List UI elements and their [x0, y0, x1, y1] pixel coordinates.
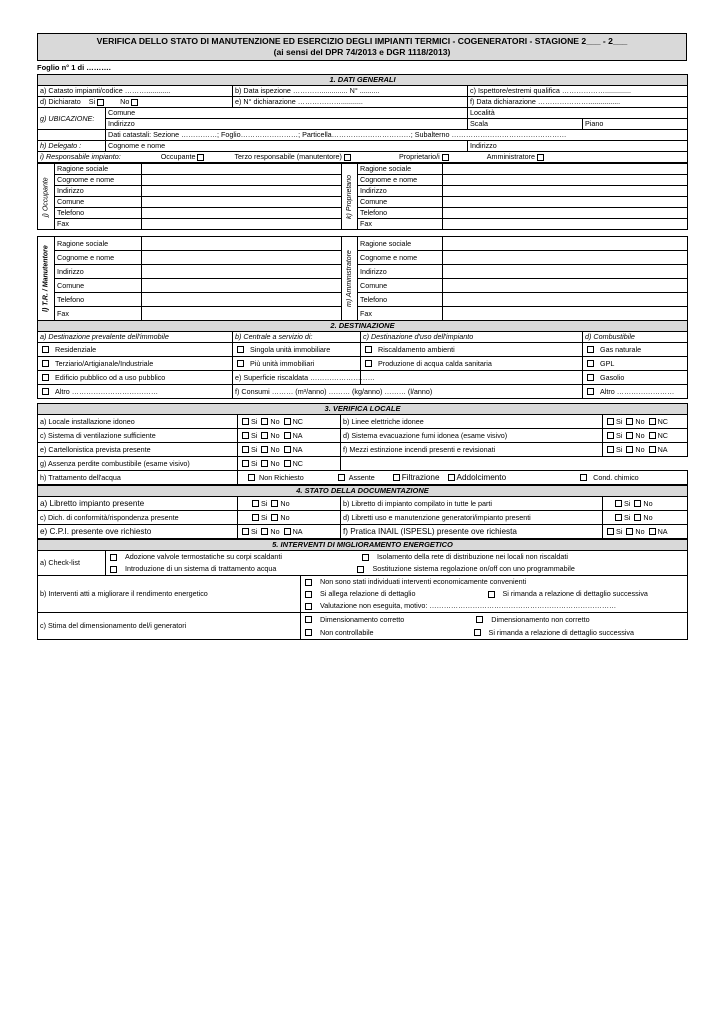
si-label: Si: [616, 430, 623, 440]
signage-no-checkbox[interactable]: [261, 446, 268, 453]
dest-use-header: c) Destinazione d'uso dell'impianto: [361, 332, 583, 343]
logbook-label: a) Libretto impianto presente: [38, 497, 238, 511]
delegate-name-field[interactable]: Cognome e nome: [106, 141, 468, 152]
logbook-no-checkbox[interactable]: [271, 500, 278, 507]
flue-label: d) Sistema evacuazione fumi idonea (esame visivo): [341, 429, 603, 443]
si-label: Si: [616, 526, 623, 536]
section-local-check: [37, 403, 688, 485]
checklist-label: a) Check-list: [38, 551, 106, 576]
admin-company-label: Ragione sociale: [358, 237, 443, 251]
admin-address-field[interactable]: [443, 265, 688, 279]
admin-name-field[interactable]: [443, 251, 688, 265]
occupant-fax-field[interactable]: [142, 219, 342, 230]
electrical-si-checkbox[interactable]: [607, 418, 614, 425]
responsible-row: i) Responsabile impianto: Occupante Terzo responsabile (manutentore) Proprietario/i Amministratore: [38, 152, 688, 163]
electrical-no-checkbox[interactable]: [626, 418, 633, 425]
local-suitable-nc-checkbox[interactable]: [284, 418, 291, 425]
maint-fax-label: Fax: [55, 307, 142, 321]
tertiary-checkbox[interactable]: [42, 360, 49, 367]
inspection-date-field[interactable]: b) Data ispezione …………............. N° ..........: [233, 86, 468, 97]
owner-label: k) Proprietario: [342, 164, 358, 230]
si-label: Si: [251, 526, 258, 536]
local-suitable-si-checkbox[interactable]: [242, 418, 249, 425]
resp-admin-checkbox[interactable]: [537, 154, 544, 161]
resp-third-party-checkbox[interactable]: [344, 154, 351, 161]
nc-label: NC: [657, 416, 668, 426]
declared-no-checkbox[interactable]: [131, 99, 138, 106]
declaration-number-field[interactable]: e) N° dichiarazione ………………...........: [233, 97, 468, 108]
owner-city-field[interactable]: [443, 197, 688, 208]
admin-name-label: Cognome e nome: [358, 251, 443, 265]
maint-address-label: Indirizzo: [55, 265, 142, 279]
admin-fax-label: Fax: [358, 307, 443, 321]
no-label: No: [270, 526, 280, 536]
owner-company-label: Ragione sociale: [358, 164, 443, 175]
si-label: Si: [251, 416, 258, 426]
no-label: No: [270, 444, 280, 454]
owner-name-label: Cognome e nome: [358, 175, 443, 186]
occupant-fax-label: Fax: [55, 219, 142, 230]
ventilation-na-checkbox[interactable]: [284, 432, 291, 439]
admin-address-label: Indirizzo: [358, 265, 443, 279]
section-1-title: 1. DATI GENERALI: [38, 75, 688, 86]
logbook-complete-label: b) Libretto di impianto compilato in tutte le parti: [341, 497, 603, 511]
extinguisher-label: f) Mezzi estinzione incendi presenti e revisionati: [341, 443, 603, 457]
section-documentation: [37, 485, 688, 539]
local-suitable-no-checkbox[interactable]: [261, 418, 268, 425]
not-evaluated-checkbox[interactable]: [305, 603, 312, 610]
gpl-checkbox[interactable]: [587, 360, 594, 367]
occupant-label: j) Occupante: [38, 164, 55, 230]
location-comune-field[interactable]: Comune: [106, 108, 468, 119]
softening-checkbox[interactable]: [448, 474, 455, 481]
no-label: No: [643, 498, 653, 508]
valves-checkbox[interactable]: [110, 554, 117, 561]
filtration-label: Filtrazione: [401, 472, 440, 482]
si-label: Si: [251, 458, 258, 468]
si-label: Si: [624, 498, 631, 508]
resp-owner-checkbox[interactable]: [442, 154, 449, 161]
delegate-label: h) Delegato :: [38, 141, 106, 152]
no-label: No: [280, 498, 290, 508]
section-5-title: 5. INTERVENTI DI MIGLIORAMENTO ENERGETICO: [38, 540, 688, 551]
public-building-checkbox[interactable]: [42, 374, 49, 381]
signage-label: e) Cartellonistica prevista presente: [38, 443, 238, 457]
location-label: g) UBICAZIONE:: [38, 108, 106, 130]
nc-label: NC: [657, 430, 668, 440]
extinguisher-si-checkbox[interactable]: [607, 446, 614, 453]
owner-phone-label: Telefono: [358, 208, 443, 219]
section-energy-improvements: [37, 539, 688, 640]
other-fuel-checkbox[interactable]: [587, 388, 594, 395]
no-label: No: [643, 512, 653, 522]
no-label: No: [270, 458, 280, 468]
occupant-phone-label: Telefono: [55, 208, 142, 219]
not-evaluated-label[interactable]: Valutazione non eseguita, motivo: ……………………………………………………………………: [320, 601, 617, 610]
heating-label: Riscaldamento ambienti: [378, 344, 455, 354]
absent-label: Assente: [348, 472, 375, 482]
declared-yes-checkbox[interactable]: [97, 99, 104, 106]
sizing-correct-checkbox[interactable]: [305, 616, 312, 623]
cadastral-data-field[interactable]: Dati catastali: Sezione ……………; Foglio……………………; Particella……………………………; Subalterno …………………………………………: [106, 130, 688, 141]
inail-na-checkbox[interactable]: [649, 528, 656, 535]
si-label: Si: [251, 430, 258, 440]
conformity-label: c) Dich. di conformità/rispondenza presente: [38, 511, 238, 525]
logbook-si-checkbox[interactable]: [252, 500, 259, 507]
electrical-nc-checkbox[interactable]: [649, 418, 656, 425]
single-unit-checkbox[interactable]: [237, 346, 244, 353]
occupant-name-field[interactable]: [142, 175, 342, 186]
admin-city-field[interactable]: [443, 279, 688, 293]
local-suitable-label: a) Locale installazione idoneo: [38, 415, 238, 429]
section-2-title: 2. DESTINAZIONE: [38, 321, 688, 332]
manuals-si-checkbox[interactable]: [615, 514, 622, 521]
na-label: NA: [292, 430, 303, 440]
maintainer-label: l) T.R. / Manutentore: [38, 237, 55, 321]
maint-company-label: Ragione sociale: [55, 237, 142, 251]
regulation-label: Sostituzione sistema regolazione on/off con uno programmabile: [372, 564, 575, 573]
occupant-phone-field[interactable]: [142, 208, 342, 219]
maintainer-admin-block: [37, 236, 688, 321]
gpl-label: GPL: [600, 358, 615, 368]
na-label: NA: [657, 526, 668, 536]
location-localita-field[interactable]: Località: [468, 108, 688, 119]
section-4-title: 4. STATO DELLA DOCUMENTAZIONE: [38, 486, 688, 497]
later-report-label: Si rimanda a relazione di dettaglio successiva: [502, 589, 648, 598]
extinguisher-na-checkbox[interactable]: [649, 446, 656, 453]
softening-label: Addolcimento: [456, 472, 507, 482]
inail-si-checkbox[interactable]: [607, 528, 614, 535]
owner-city-label: Comune: [358, 197, 443, 208]
inail-label: f) Pratica INAIL (ISPESL) presente ove richiesta: [341, 525, 603, 539]
sizing-later-report-label: Si rimanda a relazione di dettaglio successiva: [488, 627, 634, 637]
heating-checkbox[interactable]: [365, 346, 372, 353]
manuals-no-checkbox[interactable]: [634, 514, 641, 521]
delegate-address-field[interactable]: Indirizzo: [468, 141, 688, 152]
improvements-label: b) Interventi atti a migliorare il rendimento energetico: [38, 576, 301, 613]
leaks-nc-checkbox[interactable]: [284, 460, 291, 467]
si-label: Si: [616, 444, 623, 454]
maint-address-field[interactable]: [142, 265, 342, 279]
other-use-label: Altro ………………………………: [55, 386, 159, 396]
location-stair-field[interactable]: Scala: [468, 119, 583, 130]
hot-water-label: Produzione di acqua calda sanitaria: [378, 358, 492, 368]
cpi-si-checkbox[interactable]: [242, 528, 249, 535]
valves-label: Adozione valvole termostatiche su corpi scaldanti: [125, 552, 283, 561]
residential-label: Residenziale: [55, 344, 97, 354]
none-found-checkbox[interactable]: [305, 579, 312, 586]
sheet-number: Foglio n° 1 di ……….: [37, 63, 111, 72]
owner-phone-field[interactable]: [443, 208, 688, 219]
not-controllable-checkbox[interactable]: [305, 629, 312, 636]
ventilation-no-checkbox[interactable]: [261, 432, 268, 439]
section-general-data: [37, 74, 688, 163]
water-system-label: Introduzione di un sistema di trattamento acqua: [125, 564, 277, 573]
no-label: No: [635, 444, 645, 454]
none-found-label: Non sono stati individuati interventi economicamente convenienti: [320, 577, 527, 586]
no-label: No: [270, 430, 280, 440]
section-destination: [37, 320, 688, 399]
multi-unit-checkbox[interactable]: [237, 360, 244, 367]
consumption-field[interactable]: f) Consumi ……… (m³/anno) ……… (kg/anno) ……… (l/anno): [233, 385, 583, 399]
no-label: No: [635, 526, 645, 536]
dest-fuel-header: d) Combustibile: [583, 332, 688, 343]
location-address-field[interactable]: Indirizzo: [106, 119, 468, 130]
report-attached-checkbox[interactable]: [305, 591, 312, 598]
occupant-company-label: Ragione sociale: [55, 164, 142, 175]
occupant-city-label: Comune: [55, 197, 142, 208]
leaks-no-checkbox[interactable]: [261, 460, 268, 467]
no-label: No: [635, 416, 645, 426]
insulation-checkbox[interactable]: [362, 554, 369, 561]
leaks-si-checkbox[interactable]: [242, 460, 249, 467]
flue-nc-checkbox[interactable]: [649, 432, 656, 439]
water-treatment-options: [238, 471, 688, 485]
na-label: NA: [292, 444, 303, 454]
nc-label: NC: [292, 458, 303, 468]
cpi-label: e) C.P.I. presente ove richiesto: [38, 525, 238, 539]
admin-company-field[interactable]: [443, 237, 688, 251]
maint-fax-field[interactable]: [142, 307, 342, 321]
na-label: NA: [657, 444, 668, 454]
form-title-line2: (ai sensi del DPR 74/2013 e DGR 1118/2013): [273, 47, 451, 57]
dest-building-header: a) Destinazione prevalente dell'immobile: [38, 332, 233, 343]
heated-surface-field[interactable]: e) Superficie riscaldata ………………………: [233, 371, 361, 385]
water-system-checkbox[interactable]: [110, 566, 117, 573]
not-controllable-label: Non controllabile: [320, 627, 374, 637]
admin-fax-field[interactable]: [443, 307, 688, 321]
owner-address-field[interactable]: [443, 186, 688, 197]
na-label: NA: [292, 526, 303, 536]
leaks-label: g) Assenza perdite combustibile (esame visivo): [38, 457, 238, 471]
ventilation-label: c) Sistema di ventilazione sufficiente: [38, 429, 238, 443]
maint-phone-field[interactable]: [142, 293, 342, 307]
public-building-label: Edificio pubblico od a uso pubblico: [55, 372, 166, 382]
catasto-field[interactable]: a) Catasto impianti/codice ………............: [38, 86, 233, 97]
logbook-complete-no-checkbox[interactable]: [634, 500, 641, 507]
declaration-date-field[interactable]: f) Data dichiarazione …………………................: [468, 97, 688, 108]
sizing-correct-label: Dimensionamento corretto: [320, 614, 405, 624]
si-label: Si: [251, 444, 258, 454]
multi-unit-label: Più unità immobiliari: [250, 358, 315, 368]
residential-checkbox[interactable]: [42, 346, 49, 353]
later-report-checkbox[interactable]: [488, 591, 495, 598]
admin-phone-label: Telefono: [358, 293, 443, 307]
maint-city-label: Comune: [55, 279, 142, 293]
other-fuel-label: Altro ……………………: [600, 386, 675, 396]
si-label: Si: [624, 512, 631, 522]
owner-fax-field[interactable]: [443, 219, 688, 230]
logbook-complete-si-checkbox[interactable]: [615, 500, 622, 507]
diesel-label: Gasolio: [600, 372, 625, 382]
conformity-si-checkbox[interactable]: [252, 514, 259, 521]
chemical-checkbox[interactable]: [580, 474, 587, 481]
location-floor-field[interactable]: Piano: [583, 119, 688, 130]
declared-row: d) Dichiarato Si No: [38, 97, 233, 108]
sizing-incorrect-label: Dimensionamento non corretto: [491, 614, 590, 624]
occupant-city-field[interactable]: [142, 197, 342, 208]
maint-company-field[interactable]: [142, 237, 342, 251]
owner-fax-label: Fax: [358, 219, 443, 230]
si-label: Si: [616, 416, 623, 426]
insulation-label: Isolamento della rete di distribuzione nei locali non riscaldati: [377, 552, 568, 561]
signage-na-checkbox[interactable]: [284, 446, 291, 453]
maint-name-label: Cognome e nome: [55, 251, 142, 265]
inspector-field[interactable]: c) Ispettore/estremi qualifica ……………….............: [468, 86, 688, 97]
filtration-checkbox[interactable]: [393, 474, 400, 481]
sizing-later-report-checkbox[interactable]: [474, 629, 481, 636]
admin-city-label: Comune: [358, 279, 443, 293]
single-unit-label: Singola unità immobiliare: [250, 344, 331, 354]
gas-label: Gas naturale: [600, 344, 642, 354]
water-treatment-label: h) Trattamento dell'acqua: [38, 471, 238, 485]
tertiary-label: Terziario/Artigianale/Industriale: [55, 358, 154, 368]
absent-checkbox[interactable]: [338, 474, 345, 481]
chemical-label: Cond. chimico: [593, 472, 639, 482]
extinguisher-no-checkbox[interactable]: [626, 446, 633, 453]
section-3-title: 3. VERIFICA LOCALE: [38, 404, 688, 415]
maint-name-field[interactable]: [142, 251, 342, 265]
cpi-no-checkbox[interactable]: [261, 528, 268, 535]
flue-no-checkbox[interactable]: [626, 432, 633, 439]
dest-plant-header: b) Centrale a servizio di:: [233, 332, 361, 343]
diesel-checkbox[interactable]: [587, 374, 594, 381]
report-attached-label: Si allega relazione di dettaglio: [320, 589, 416, 598]
other-use-checkbox[interactable]: [42, 388, 49, 395]
signage-si-checkbox[interactable]: [242, 446, 249, 453]
owner-address-label: Indirizzo: [358, 186, 443, 197]
admin-label: m) Amministratore: [342, 237, 358, 321]
form-title: [37, 33, 687, 61]
not-required-label: Non Richiesto: [259, 472, 304, 482]
occupant-company-field[interactable]: [142, 164, 342, 175]
occupant-owner-block: [37, 163, 688, 230]
no-label: No: [635, 430, 645, 440]
owner-name-field[interactable]: [443, 175, 688, 186]
no-label: No: [270, 416, 280, 426]
conformity-no-checkbox[interactable]: [271, 514, 278, 521]
no-label: No: [280, 512, 290, 522]
si-label: Si: [261, 498, 268, 508]
inspection-form: [37, 33, 687, 640]
ventilation-si-checkbox[interactable]: [242, 432, 249, 439]
occupant-name-label: Cognome e nome: [55, 175, 142, 186]
electrical-label: b) Linee elettriche idonee: [341, 415, 603, 429]
si-label: Si: [261, 512, 268, 522]
nc-label: NC: [292, 416, 303, 426]
cpi-na-checkbox[interactable]: [284, 528, 291, 535]
sizing-label: c) Stima del dimensionamento del/i generatori: [38, 613, 301, 640]
manuals-label: d) Libretti uso e manutenzione generatori/impianto presenti: [341, 511, 603, 525]
flue-si-checkbox[interactable]: [607, 432, 614, 439]
maint-phone-label: Telefono: [55, 293, 142, 307]
owner-company-field[interactable]: [443, 164, 688, 175]
not-required-checkbox[interactable]: [248, 474, 255, 481]
sizing-incorrect-checkbox[interactable]: [476, 616, 483, 623]
hot-water-checkbox[interactable]: [365, 360, 372, 367]
admin-phone-field[interactable]: [443, 293, 688, 307]
occupant-address-field[interactable]: [142, 186, 342, 197]
form-title-line1: VERIFICA DELLO STATO DI MANUTENZIONE ED ESERCIZIO DEGLI IMPIANTI TERMICI - COGENERATORI - STAGIONE 2___ - 2___: [96, 36, 628, 46]
occupant-address-label: Indirizzo: [55, 186, 142, 197]
gas-checkbox[interactable]: [587, 346, 594, 353]
regulation-checkbox[interactable]: [357, 566, 364, 573]
resp-occupant-checkbox[interactable]: [197, 154, 204, 161]
inail-no-checkbox[interactable]: [626, 528, 633, 535]
maint-city-field[interactable]: [142, 279, 342, 293]
